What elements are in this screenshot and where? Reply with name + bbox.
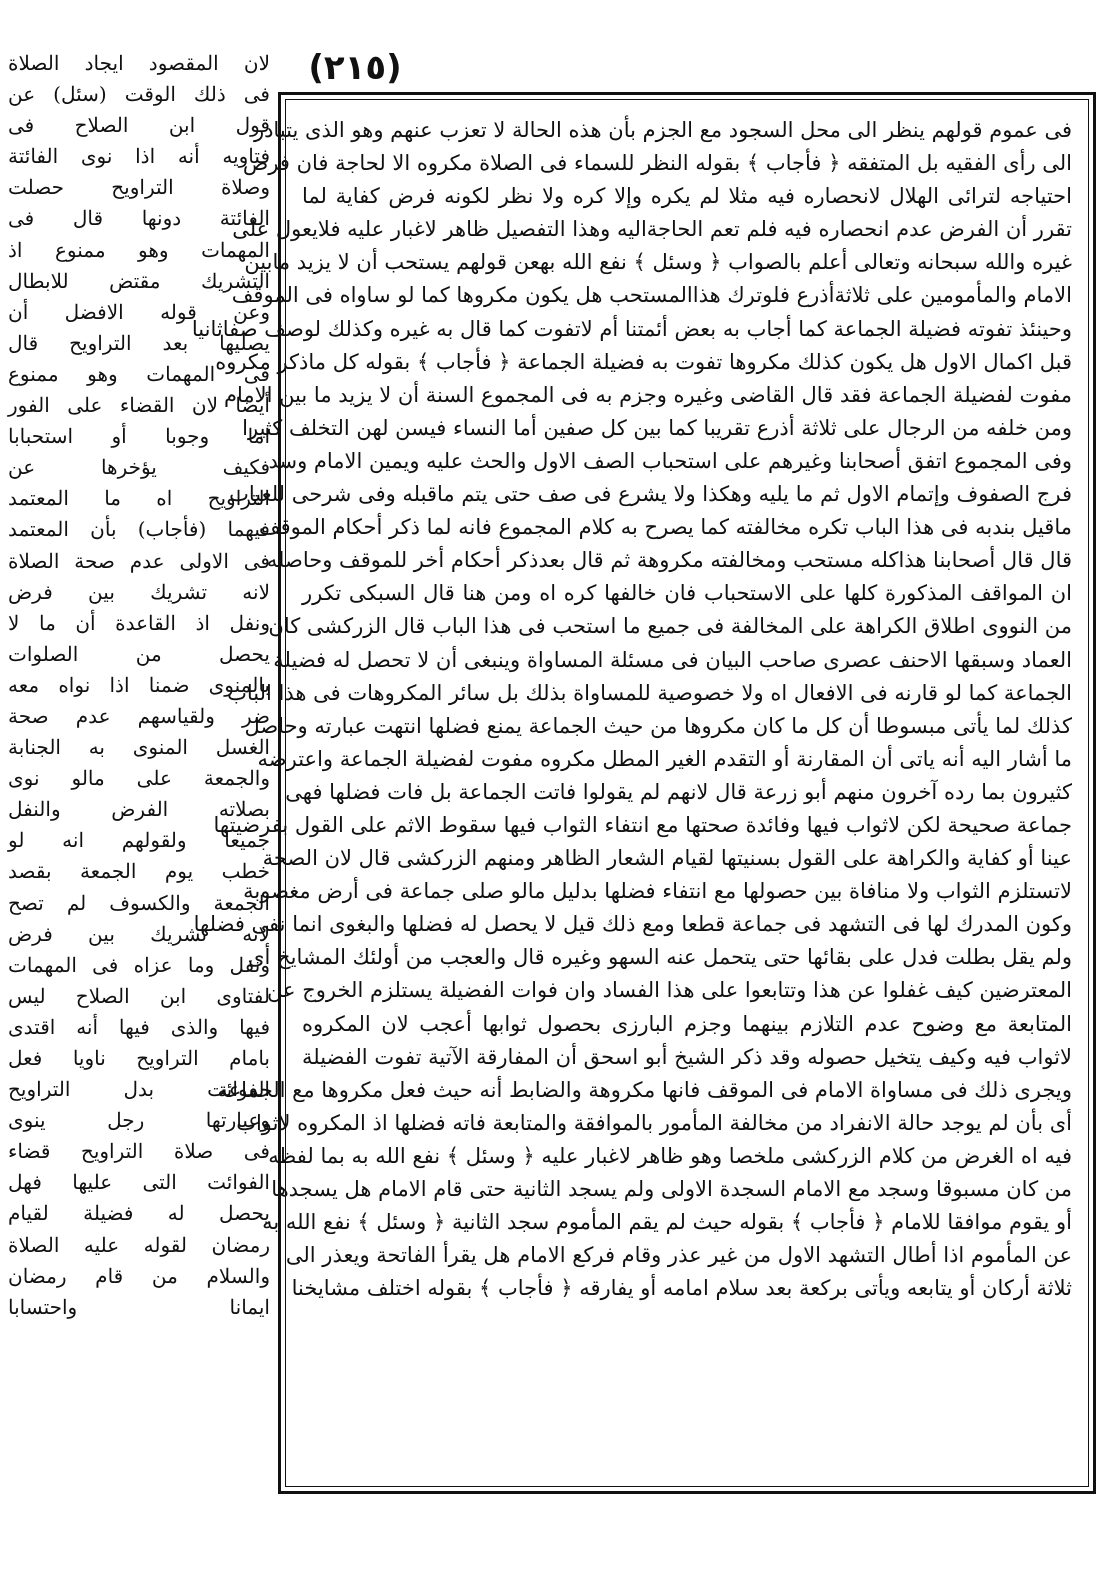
margin-text-line: لانه تشريك بين فرض	[8, 579, 270, 604]
margin-text-line: فتاويه أنه اذا نوى الفائتة	[8, 144, 270, 169]
main-text-line: الامام والمأمومين على ثلاثةأذرع فلوترك هذاالمستحب هل يكون مكروها كما لو ساواه فى الموقف	[231, 283, 1072, 308]
main-text-line: ولم يقل بطلت فدل على بقائها حتى يتحمل عنه السهو وغيره قال والعجب من أولئك المشايخ أى	[248, 945, 1072, 970]
margin-text-line: ونفل اذ القاعدة أن ما لا	[8, 610, 270, 635]
main-text-line: كذلك لما يأتى مبسوطا أن كل ما كان مكروها من حيث الجماعة يمنع فضلها انتهت عبارته وحاصل	[244, 713, 1072, 738]
margin-text-line: الفوائت التى عليها فهل	[8, 1170, 270, 1195]
margin-text-line: فى المهمات وهو ممنوع	[8, 361, 270, 386]
margin-text-line: التشريك مقتض للابطال	[8, 268, 270, 293]
main-text-inner-border	[191, 99, 1089, 1487]
main-text-line: فرج الصفوف وإتمام الاول ثم ما يليه وهكذا ولا يشرع فى صف حتى يتم ماقبله وفى شرحى للعباب	[229, 482, 1072, 507]
margin-text-line: ايمانا واحتسابا	[8, 1294, 270, 1319]
main-text-line: تقرر أن الفرض عدم انحصاره فيه فلم تعم الحاجةاليه وهذا التفصيل ظاهر لاغبار عليه فلايعول على	[232, 217, 1072, 242]
main-text-line: عينا أو كفاية والكراهة على القول بسنيتها لقيام الشعار الظاهر ومنهم الزركشى قال لان الصحة	[262, 846, 1072, 871]
main-text-line: قال قال أصحابنا هذاكله مستحب ومخالفته مكروهة ثم قال بعدذكر أحكام أخر للموقف وحاصله	[266, 548, 1072, 573]
margin-text-line: المهمات وهو ممنوع اذ	[8, 237, 270, 262]
main-text-line: ان المواقف المذكورة كلها على الاستحباب فان خالفها كره اه ومن هنا قال السبكى تكرر	[302, 581, 1072, 606]
main-text-line: أو يقوم موافقا للامام ﴿ فأجاب ﴾ بقوله حيث لم يقم المأموم سجد الثانية ﴿ وسئل ﴾ نفع الله به	[262, 1210, 1072, 1235]
main-text-line: المتابعة مع وضوح عدم التلازم بينهما وجزم البارزى بحصول ثوابها أعجب لان المكروه	[302, 1011, 1072, 1036]
margin-text-line: ونفل وما عزاه فى المهمات	[8, 952, 270, 977]
main-text-line: العماد وسبقها الاحنف عصرى صاحب البيان فى مسئلة المساواة وينبغى أن لا تحصل له فضيلة	[273, 647, 1072, 672]
main-text-line: وفى المجموع اتفق أصحابنا وغيرهم على استحباب الصف الاول والحث عليه ويمين الامام وسد	[268, 448, 1072, 473]
margin-text-line: الفوائت بدل التراويح	[8, 1077, 270, 1102]
margin-gloss-column	[8, 48, 270, 1568]
margin-text-line: ضر ولقياسهم عدم صحة	[8, 703, 270, 728]
margin-text-line: يحصل من الصلوات	[8, 641, 270, 666]
margin-text-line: والسلام من قام رمضان	[8, 1263, 270, 1288]
main-text-line: من كان مسبوقا وسجد مع الامام السجدة الاولى ولم يسجد الثانية حتى قام الامام هل يسجدها	[271, 1177, 1072, 1201]
main-text-line: فى عموم قولهم ينظر الى محل السجود مع الجزم بأن هذه الحالة لا تعزب عنهم وهو الذى يتبادر	[253, 118, 1072, 142]
margin-text-line: خطب يوم الجمعة بقصد	[8, 859, 270, 884]
margin-text-line: بالمنوى ضمنا اذا نواه معه	[8, 672, 270, 697]
margin-text-line: لانه تشريك بين فرض	[8, 921, 270, 946]
margin-text-line: التراويح اه ما المعتمد	[8, 486, 270, 511]
margin-text-line: وعن قوله الافضل أن	[8, 299, 270, 324]
main-text-line: من النووى اطلاق الكراهة على المخالفة فى جميع ما استحب فى هذا الباب قال الزركشى كان	[268, 614, 1072, 639]
margin-text-line: الجمعة والكسوف لم تصح	[8, 890, 270, 915]
margin-text-line: فى صلاة التراويح قضاء	[8, 1139, 270, 1164]
main-text-line: عن المأموم اذا أطال التشهد الاول من غير عذر وقام فركع الامام هل يقرأ الفاتحة ويعذر الى	[285, 1243, 1072, 1268]
main-text-line: فيه اه الغرض من كلام الزركشى ملخصا وهو ظاهر لاغبار عليه ﴿ وسئل ﴾ نفع الله به بما لفظه	[268, 1143, 1072, 1168]
main-text-line: ثلاثة أركان أو يتابعه ويأتى بركعة بعد سلام امامه أو يفارقه ﴿ فأجاب ﴾ بقوله اختلف مشايخنا	[291, 1276, 1072, 1301]
main-text-line: احتياجه لترائى الهلال لانحصاره فيه مثلا لم يكره وإلا كره ولا نظر لكونه فرض كفاية لما	[302, 184, 1072, 209]
margin-text-line: جميعا ولقولهم انه لو	[8, 828, 270, 853]
main-text-line: جماعة صحيحة لكن لاثواب فيها وفائدة صحتها مع انتفاء الثواب فيها سقوط الاثم على القول بفرضيتها	[213, 812, 1072, 837]
main-text-frame	[191, 92, 1096, 1494]
margin-text-line: أيضا لان القضاء على الفور	[8, 393, 270, 418]
main-text-block	[191, 114, 1072, 1305]
margin-text-line: فيهما (فأجاب) بأن المعتمد	[8, 517, 270, 542]
main-text-line: كثيرون بما رده آخرون منهم أبو زرعة قال لانهم لم يقولوا فاتت الجماعة بل فات فضلها فهى	[285, 779, 1072, 804]
margin-text-line: لفتاوى ابن الصلاح ليس	[8, 983, 270, 1008]
margin-text-line: فيها والذى فيها أنه اقتدى	[8, 1014, 270, 1039]
margin-text-line: اما وجوبا أو استحبابا	[8, 424, 270, 449]
main-text-line: قبل اكمال الاول هل يكون كذلك مكروها تفوت به فضيلة الجماعة ﴿ فأجاب ﴾ بقوله كل ماذكر مكروه	[215, 349, 1072, 374]
main-text-line: ماقيل بندبه فى هذا الباب تكره مخالفته كما يصرح به كلام المجموع فانه لما ذكر أحكام الموقف	[258, 515, 1072, 540]
page-number: (٢١٥)	[308, 48, 402, 88]
margin-text-line: يحصل له فضيلة لقيام	[8, 1201, 270, 1226]
margin-text-line: الغسل المنوى به الجنابة	[8, 735, 270, 760]
margin-text-line: قول ابن الصلاح فى	[8, 113, 270, 138]
margin-text-line: فى ذلك الوقت (سئل) عن	[8, 82, 270, 107]
main-text-line: ما أشار اليه أنه ياتى أن المقارنة أو التقدم الغير المطل مكروه مفوت لفضيلة الجماعة واعترضه	[257, 746, 1072, 771]
main-text-line: لاثواب فيه وكيف يتخيل حصوله وقد ذكر الشيخ أبو اسحق أن المفارقة الآتية تفوت الفضيلة	[302, 1044, 1072, 1069]
main-text-line: الى رأى الفقيه بل المتفقه ﴿ فأجاب ﴾ بقوله النظر للسماء فى الصلاة مكروه الا لحاجة فان فرض	[242, 151, 1072, 176]
main-text-line: وكون المدرك لها فى التشهد فى جماعة قطعا ومع ذلك قيل لا يحصل له فضلها والبغوى انما نفى فضلها	[193, 912, 1072, 937]
main-text-line: مفوت لفضيلة الجماعة فقد قال القاضى وغيره وجزم به فى المجموع السنة أن لا يزيد ما بين الامام	[223, 382, 1072, 407]
margin-text-line: بامام التراويح ناويا فعل	[8, 1046, 270, 1070]
margin-text-line: فكيف يؤخرها عن	[8, 455, 270, 480]
main-text-line: أى بأن لم يوجد حالة الانفراد من مخالفة المأمور بالموافقة والمتابعة فاته فضلها اذ المكروه لاثواب	[236, 1110, 1072, 1135]
main-text-line: غيره والله سبحانه وتعالى أعلم بالصواب ﴿ وسئل ﴾ نفع الله بهعن قولهم يستحب أن لا يزيد مابين	[244, 250, 1072, 275]
margin-text-line: بصلاته الفرض والنفل	[8, 797, 270, 822]
main-text-line: المعترضين كيف غفلوا عن هذا وتتابعوا على هذا الفساد وان فوات الفضيلة يستلزم الخروج عن	[267, 978, 1072, 1003]
margin-text-line: لان المقصود ايجاد الصلاة	[8, 51, 270, 75]
main-text-line: وحينئذ تفوته فضيلة الجماعة كما أجاب به بعض أئمتنا أم لاتفوت كما قال به غيره وكذلك لوصف صفاثانيا	[191, 316, 1072, 341]
margin-text-line: فى الاولى عدم صحة الصلاة	[8, 548, 270, 573]
margin-text-line: يصليها بعد التراويح قال	[8, 330, 270, 355]
margin-text-line: الفائتة دونها قال فى	[8, 206, 270, 231]
main-text-line: ومن خلفه من الرجال على ثلاثة أذرع تقريبا كما بين كل صفين أما النساء فيسن لهن التخلف كثيرا	[242, 415, 1072, 440]
margin-text-line: والجمعة على مالو نوى	[8, 766, 270, 791]
margin-text-line: رمضان لقوله عليه الصلاة	[8, 1232, 270, 1257]
main-text-line: الجماعة كما لو قارنه فى الافعال اه ولا خصوصية للمساواة بذلك بل سائر المكروهات فى هذا الباب	[227, 680, 1072, 705]
main-text-line: ويجرى ذلك فى مساواة الامام فى الموقف فانها مكروهة والضابط أنه حيث فعل مكروها مع الجماعة	[217, 1077, 1072, 1102]
main-text-line: لاتستلزم الثواب ولا منافاة بين حصولها مع انتفاء فضلها بدليل مالو صلى جماعة فى أرض مغصوبة	[243, 879, 1072, 904]
margin-text-line: وصلاة التراويح حصلت	[8, 175, 270, 200]
margin-text-line: وعبارتها رجل ينوى	[8, 1108, 270, 1133]
